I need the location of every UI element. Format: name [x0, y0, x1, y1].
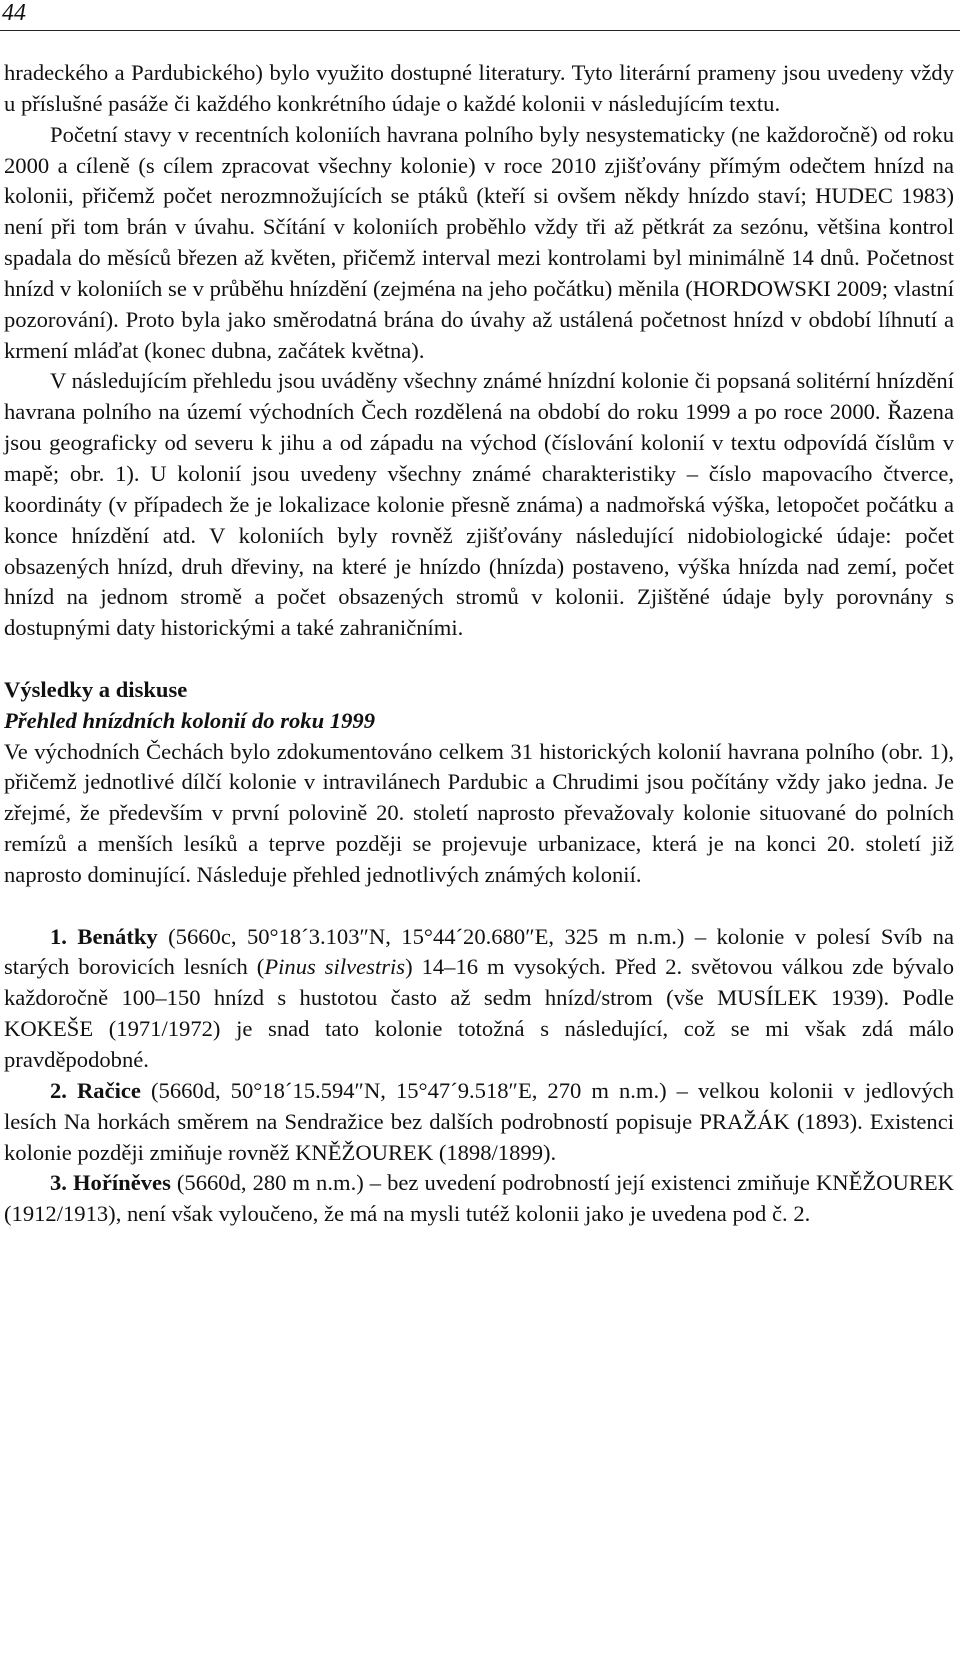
entry-number: 1.	[50, 923, 67, 949]
species-name: Pinus silvestris	[264, 954, 406, 980]
subsection-heading: Přehled hnízdních kolonií do roku 1999	[4, 707, 375, 733]
page-number: 44	[2, 0, 26, 26]
colony-name: Račice	[76, 1077, 141, 1103]
entry-text-cont: ) 14–16 m vysokých. Před 2. světovou válkou zde bývalo každoročně 100–150 hnízd s hustotou často až sedm hnízd/strom (vše MUSÍLEK 1939). Podle KOKEŠE (1971/1972) je snad tato kolonie totožná s následující, což se mi však zdá málo pravděpodobné.	[4, 954, 954, 1072]
paragraph-census-method: Početní stavy v recentních koloniích havrana polního byly nesystematicky (ne každoročně) od roku 2000 a cíleně (s cílem zpracovat všechny kolonie) v roce 2010 zjišťovány přímým odečtem hnízd na kolonii, přičemž počet nerozmnožujících se ptáků (kteří si ovšem někdy hnízdo staví; HUDEC 1983) není při tom brán v úvahu. Sčítání v koloniích proběhlo vždy tři až pětkrát za sezónu, většina kontrol spadala do měsíců březen až květen, přičemž interval mezi kontrolami byl minimálně 14 dnů. Početnost hnízd v koloniích se v průběhu hnízdění (zejména na jeho počátku) měnila (HORDOWSKI 2009; vlastní pozorování). Proto byla jako směrodatná brána do úvahy až ustálená početnost hnízd v období líhnutí a krmení mláďat (konec dubna, začátek května).	[4, 121, 954, 363]
section-heading: Výsledky a diskuse	[4, 676, 188, 702]
paragraph-colonies-summary: Ve východních Čechách bylo zdokumentováno celkem 31 historických kolonií havrana polního (obr. 1), přičemž jednotlivé dílčí kolonie v intravilánech Pardubic a Chrudimi jsou počítány vždy jako jedna. Je zřejmé, že především v první polovině 20. století naprosto převažovaly kolonie situované do polních remízů a menších lesíků a teprve později se projevuje urbanizace, která je na konci 20. století již naprosto dominující. Následuje přehled jednotlivých známých kolonií.	[4, 738, 954, 887]
paragraph-overview-method: V následujícím přehledu jsou uváděny všechny známé hnízdní kolonie či popsaná solitérní hnízdění havrana polního na území východních Čech rozdělená na období do roku 1999 a po roce 2000. Řazena jsou geograficky od severu k jihu a od západu na východ (číslování kolonií v textu odpovídá číslům v mapě; obr. 1). U kolonií jsou uvedeny všechny známé charakteristiky – číslo mapovacího čtverce, koordináty (v případech že je lokalizace kolonie přesně známa) a nadmořská výška, letopočet počátku a konce hnízdění atd. V koloniích byly rovněž zjišťovány následující nidobiologické údaje: počet obsazených hnízd, druh dřeviny, na které je hnízdo (hnízda) postaveno, výška hnízda nad zemí, počet hnízd na jednom stromě a počet obsazených stromů v kolonii. Zjištěné údaje byly porovnány s dostupnými daty historickými a také zahraničními.	[4, 368, 954, 641]
colony-entry-1	[4, 922, 954, 1076]
colony-entry-3	[4, 1168, 954, 1230]
entry-text: (5660c, 50°18´3.103″N, 15°44´20.680″E, 325 m n.m.) – kolonie v polesí Svíb na starých borovicích lesních (	[4, 923, 954, 980]
colony-name: Hoříněves	[72, 1170, 171, 1196]
entry-text: (5660d, 50°18´15.594″N, 15°47´9.518″E, 270 m n.m.) – velkou kolonii v jedlových lesích Na horkách směrem na Sendražice bez dalších podrobností popisuje PRAŽÁK (1893). Existenci kolonie později zmiňuje rovněž KNĚŽOUREK (1898/1899).	[4, 1077, 954, 1165]
entry-text: (5660d, 280 m n.m.) – bez uvedení podrobností její existenci zmiňuje KNĚŽOUREK (1912/1913), není však vyloučeno, že má na mysli tutéž kolonii jako je uvedena pod č. 2.	[4, 1170, 955, 1227]
page-header	[0, 0, 960, 31]
spacer	[4, 644, 954, 675]
spacer	[4, 891, 954, 922]
colony-name: Benátky	[77, 923, 158, 949]
entry-number: 3.	[50, 1170, 67, 1196]
entry-number: 2.	[50, 1077, 67, 1103]
paragraph-intro-end: hradeckého a Pardubického) bylo využito dostupné literatury. Tyto literární prameny jsou uvedeny vždy u příslušné pasáže či každého konkrétního údaje o každé kolonii v následujícím textu.	[4, 60, 954, 116]
colony-entry-2	[4, 1076, 954, 1169]
document-body	[4, 58, 954, 1230]
